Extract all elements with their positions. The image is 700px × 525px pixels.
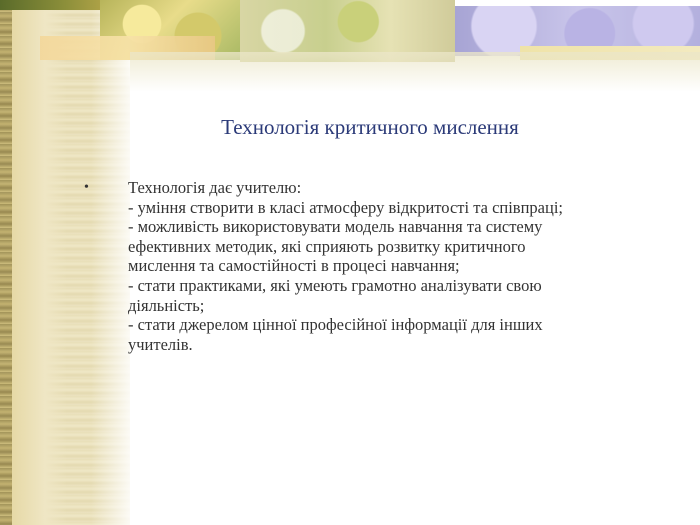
decorative-banner [0,0,700,92]
body-line: Технологія дає учителю: [128,178,302,197]
bullet-icon: • [84,180,89,195]
banner-fade [130,52,700,92]
bullet-text [128,178,654,354]
body-line: діяльність; [128,295,205,315]
body-line: ефективних методик, які сприяють розвитку критичного [128,236,526,256]
body-line: - уміння створити в класі атмосферу відкритості та співпраці; [128,197,563,217]
body-line: мислення та самостійності в процесі навчання; [128,256,460,276]
body-line: - стати джерелом цінної професійної інформації для інших [128,315,543,335]
body-line: учителів. [128,334,193,354]
body-line: - стати практиками, які умеють грамотно аналізувати свою [128,275,542,295]
slide-body [84,178,654,354]
body-line: - можливість використовувати модель навчання та систему [128,217,543,237]
bullet-item [84,178,654,354]
slide-title: Технологія критичного мислення [221,115,519,139]
